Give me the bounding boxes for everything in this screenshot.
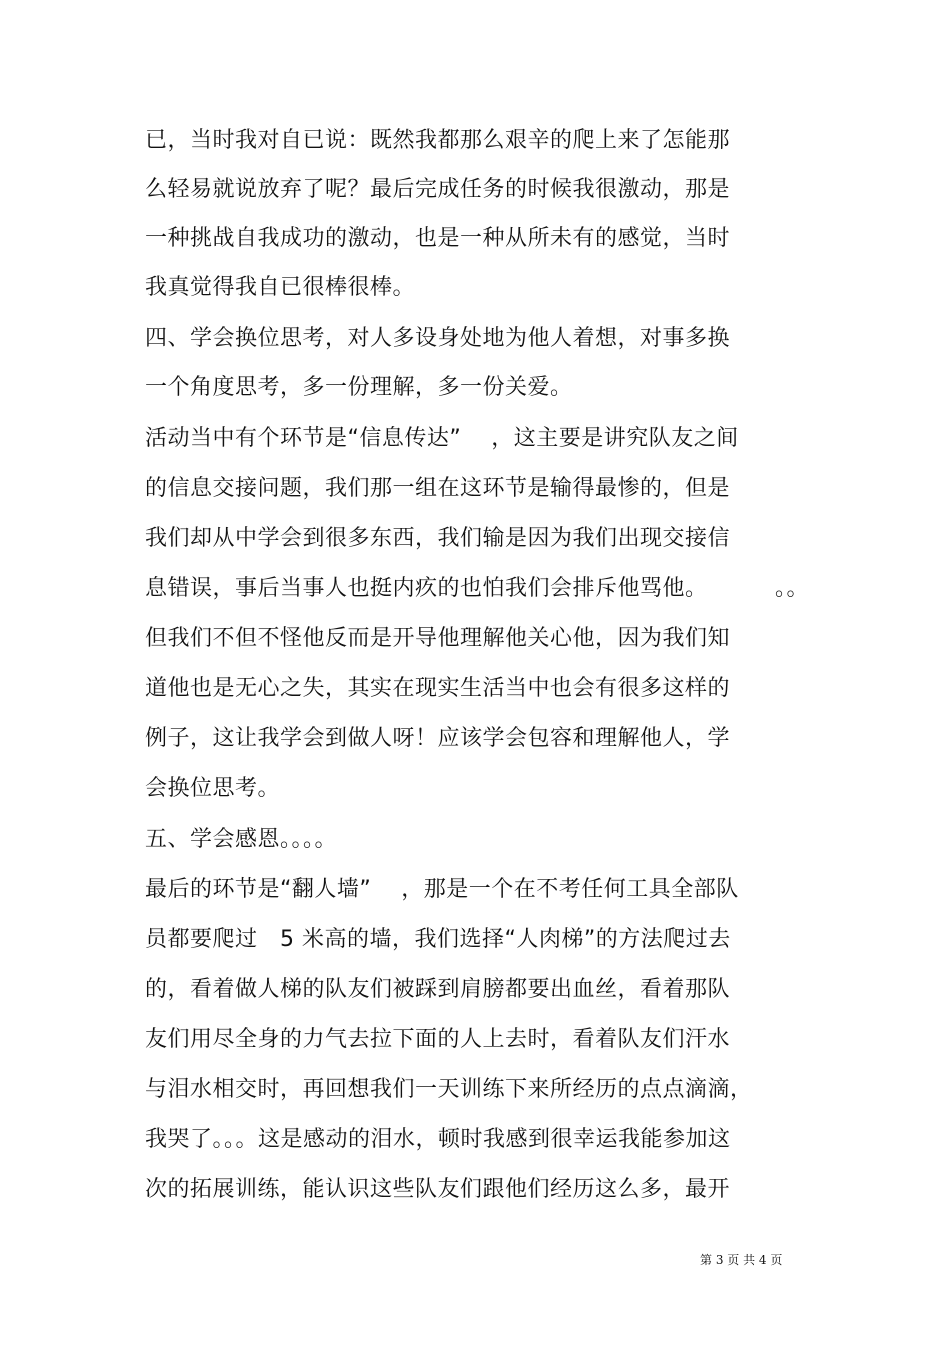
text-line: 例子，这让我学会到做人呀！应该学会包容和理解他人，学	[145, 726, 731, 751]
text-line: 活动当中有个环节是“信息传达” ，这主要是讲究队友之间	[145, 426, 739, 451]
text-line: 会换位思考。	[145, 776, 281, 801]
text-line: 四、学会换位思考，对人多设身处地为他人着想，对事多换	[145, 326, 731, 351]
text-line: 我们却从中学会到很多东西，我们输是因为我们出现交接信	[145, 526, 731, 551]
text-line: 的，看着做人梯的队友们被踩到肩膀都要出血丝，看着那队	[145, 977, 731, 1002]
text-line: 息错误，事后当事人也挺内疚的也怕我们会排斥他骂他。 。。	[145, 576, 809, 601]
text-line: 但我们不但不怪他反而是开导他理解他关心他，因为我们知	[145, 626, 731, 651]
text-line: 员都要爬过 5 米高的墙，我们选择“人肉梯”的方法爬过去	[145, 927, 731, 952]
page-number-footer: 第 3 页 共 4 页	[700, 1253, 783, 1267]
text-line: 已，当时我对自已说：既然我都那么艰辛的爬上来了怎能那	[145, 128, 731, 153]
text-line: 次的拓展训练，能认识这些队友们跟他们经历这么多，最开	[145, 1177, 731, 1202]
text-line: 我真觉得我自已很棒很棒。	[145, 275, 416, 300]
text-line: 一个角度思考，多一份理解，多一份关爱。	[145, 375, 573, 400]
text-line: 五、学会感恩。。。。	[145, 827, 338, 852]
text-line: 我哭了。。。这是感动的泪水，顿时我感到很幸运我能参加这	[145, 1127, 731, 1152]
text-line: 道他也是无心之失，其实在现实生活当中也会有很多这样的	[145, 676, 731, 701]
text-line: 的信息交接问题，我们那一组在这环节是输得最惨的，但是	[145, 476, 731, 501]
text-line: 么轻易就说放弃了呢？最后完成任务的时候我很激动，那是	[145, 177, 731, 202]
text-line: 友们用尽全身的力气去拉下面的人上去时，看着队友们汗水	[145, 1027, 731, 1052]
text-line: 最后的环节是“翻人墙” ，那是一个在不考任何工具全部队	[145, 877, 739, 902]
text-line: 一种挑战自我成功的激动，也是一种从所未有的感觉，当时	[145, 226, 731, 251]
text-line: 与泪水相交时，再回想我们一天训练下来所经历的点点滴滴，	[145, 1077, 753, 1102]
